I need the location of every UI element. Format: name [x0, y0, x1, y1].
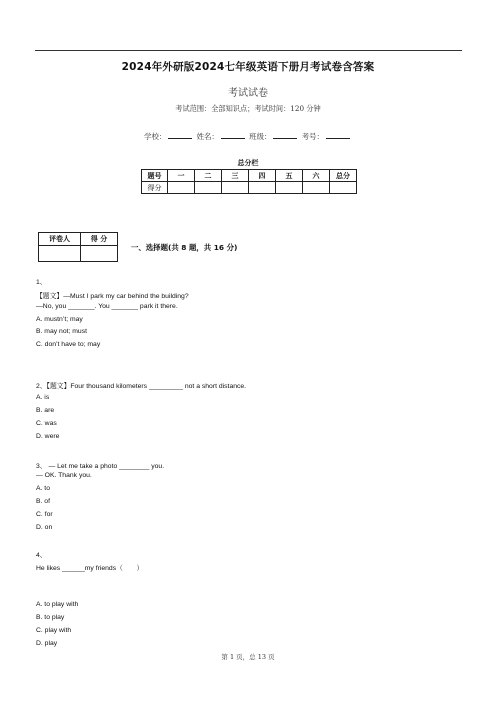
score-table: [141, 169, 357, 194]
score-cell[interactable]: [330, 182, 357, 194]
exam-number-label: 考号：: [301, 132, 324, 141]
score-cell[interactable]: [249, 182, 276, 194]
document-subtitle: 考试试卷: [228, 88, 268, 99]
name-label: 姓名：: [196, 132, 219, 141]
question-2-option: A. is: [36, 394, 50, 401]
score-header-cell: 三: [222, 170, 249, 182]
score-cell[interactable]: [303, 182, 330, 194]
question-2-option: D. were: [36, 433, 60, 440]
question-3-option: D. on: [36, 524, 53, 531]
question-3-stem: [36, 460, 164, 470]
question-tag: 【题文】: [36, 292, 64, 300]
name-field[interactable]: [221, 131, 245, 139]
score-cell[interactable]: [276, 182, 303, 194]
question-1-number: 1、: [36, 279, 47, 286]
question-3-option: C. for: [36, 511, 53, 518]
score-table-caption: 总分栏: [237, 159, 259, 167]
school-field[interactable]: [168, 131, 192, 139]
score-row-label: 得分: [142, 182, 168, 194]
question-4-line: He likes ______my friends（ ）: [36, 565, 144, 572]
document-title: 2024年外研版2024七年级英语下册月考试卷含答案: [121, 61, 375, 73]
question-2-option: C. was: [36, 420, 57, 427]
score-header-cell: 四: [249, 170, 276, 182]
reviewer-score-cell[interactable]: [81, 246, 118, 262]
section-title: 一、选择题(共 8 题，共 16 分): [131, 243, 238, 252]
question-2-stem: [36, 380, 246, 390]
question-1-option: C. don’t have to; may: [36, 341, 101, 348]
page-footer: 第 1 页，总 13 页: [221, 653, 275, 661]
score-cell[interactable]: [168, 182, 195, 194]
reviewer-cell[interactable]: [39, 246, 81, 262]
reviewer-table: [38, 232, 118, 262]
score-header-cell: 一: [168, 170, 195, 182]
reviewer-header-row: [39, 233, 118, 246]
question-3-number: 3、: [36, 463, 47, 470]
question-1-option: A. mustn’t; may: [36, 316, 83, 323]
exam-number-field[interactable]: [326, 131, 350, 139]
score-header-cell: 六: [303, 170, 330, 182]
question-3-line: — Let me take a photo ________ you.: [48, 463, 165, 470]
header-rule: [35, 50, 462, 51]
question-1-option: B. may not; must: [36, 328, 87, 335]
school-label: 学校：: [144, 132, 167, 141]
question-4-option: A. to play with: [36, 601, 79, 608]
question-2-option: B. are: [36, 407, 55, 414]
score-header-cell: 得 分: [81, 233, 118, 246]
score-header-cell: 五: [276, 170, 303, 182]
question-4-option: B. to play: [36, 614, 65, 621]
question-1-line: —Must I park my car behind the building?: [63, 293, 189, 300]
score-cell[interactable]: [195, 182, 222, 194]
question-2-line: Four thousand kilometers _________ not a short distance.: [70, 383, 247, 390]
question-2-number: 2、: [36, 383, 47, 390]
score-header-cell: 二: [195, 170, 222, 182]
question-tag: 【题文】: [46, 382, 71, 390]
score-header-cell: 题号: [142, 170, 168, 182]
student-info-line: [0, 131, 496, 142]
class-label: 班级：: [249, 132, 272, 141]
class-field[interactable]: [273, 131, 297, 139]
question-4-option: C. play with: [36, 627, 72, 634]
score-table-header-row: [142, 170, 357, 182]
exam-scope: 考试范围：全部知识点；考试时间：120 分钟: [175, 104, 321, 113]
question-1-stem: [36, 290, 189, 300]
question-3-option: B. of: [36, 498, 50, 505]
question-3-option: A. to: [36, 485, 50, 492]
question-1-line: —No, you _______. You _______ park it there.: [36, 303, 178, 310]
score-cell[interactable]: [222, 182, 249, 194]
reviewer-header-cell: 评卷人: [39, 233, 81, 246]
score-header-cell: 总分: [330, 170, 357, 182]
question-3-line: — OK. Thank you.: [36, 472, 92, 479]
question-4-number: 4、: [36, 552, 47, 559]
reviewer-value-row: [39, 246, 118, 262]
question-4-option: D. play: [36, 640, 58, 647]
score-table-value-row: [142, 182, 357, 194]
